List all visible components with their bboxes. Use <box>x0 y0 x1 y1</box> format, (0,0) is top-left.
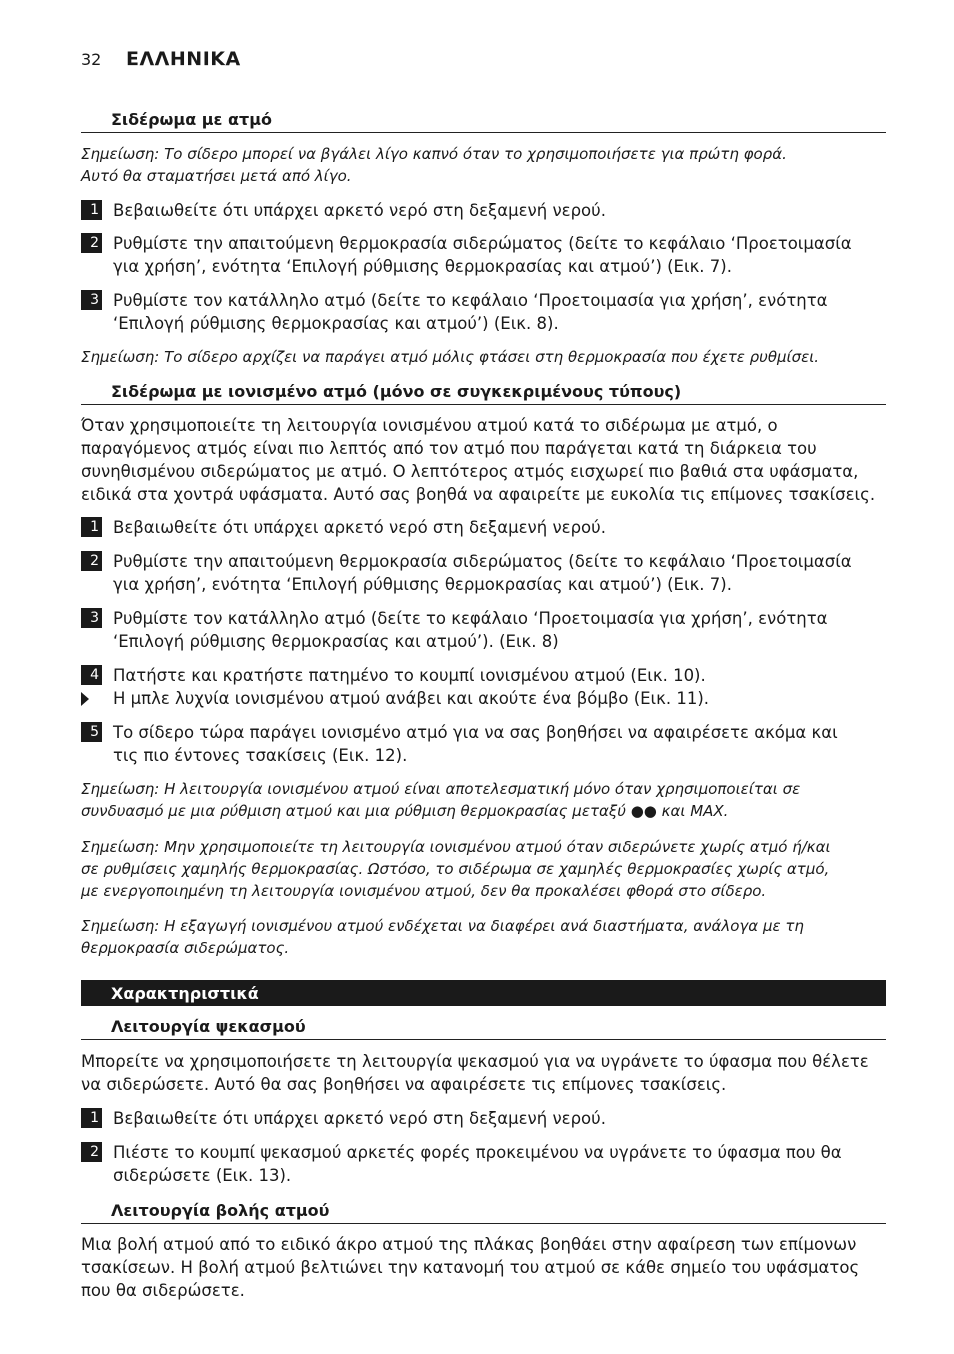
page-header <box>81 48 241 70</box>
spray-step-1: 1 Βεβαιωθείτε ότι υπάρχει αρκετό νερό στη δεξαμενή νερού. <box>81 1107 886 1130</box>
note-ionic-low-temp: Σημείωση: Μην χρησιμοποιείτε τη λειτουργία ιονισμένου ατμού όταν σιδερώνετε χωρίς ατμό ή/και σε ρυθμίσεις χαμηλής θερμοκρασίας. Ωστόσο, το σιδέρωμα σε χαμηλές θερμοκρασίες χωρίς ατμό, με ενεργοποιημένη τη λειτουργία ιονισμένου ατμού, δεν θα προκαλέσει φθορά στο σίδερο. <box>81 838 831 900</box>
section-heading-spray: Λειτουργία ψεκασμού <box>81 1015 886 1040</box>
ionic-step-2: 2 Ρυθμίστε την απαιτούμενη θερμοκρασία σιδερώματος (δείτε το κεφάλαιο ‘Προετοιμασία για χρήση’, ενότητα ‘Επιλογή ρύθμισης θερμοκρασίας και ατμού’) (Εικ. 7). <box>81 550 886 596</box>
features-heading-bar: Χαρακτηριστικά <box>81 980 886 1006</box>
step-3: 3 Ρυθμίστε τον κατάλληλο ατμό (δείτε το κεφάλαιο ‘Προετοιμασία για χρήση’, ενότητα ‘Επιλογή ρύθμισης θερμοκρασίας και ατμού’) (Εικ. 8). <box>81 289 886 335</box>
section-heading-shot-of-steam: Λειτουργία βολής ατμού <box>81 1199 886 1224</box>
ionic-step-5: 5 Το σίδερο τώρα παράγει ιονισμένο ατμό για να σας βοηθήσει να αφαιρέσετε ακόμα και τις πιο έντονες τσακίσεις (Εικ. 12). <box>81 721 886 767</box>
ionic-step-4-result: Η μπλε λυχνία ιονισμένου ατμού ανάβει και ακούτε ένα βόμβο (Εικ. 11). <box>81 687 886 710</box>
note-ionic-output: Σημείωση: Η εξαγωγή ιονισμένου ατμού ενδέχεται να διαφέρει ανά διαστήματα, ανάλογα με τη θερμοκρασία σιδερώματος. <box>81 917 804 957</box>
note-ionic-effective: Σημείωση: Η λειτουργία ιονισμένου ατμού είναι αποτελεσματική μόνο όταν χρησιμοποιείται σε συνδυασμό με μια ρύθμιση ατμού και μια ρύθμιση θερμοκρασίας μεταξύ ●● και MAX. <box>81 780 801 820</box>
ionic-step-4: 4 Πατήστε και κρατήστε πατημένο το κουμπί ιονισμένου ατμού (Εικ. 10). <box>81 664 886 687</box>
step-1: 1 Βεβαιωθείτε ότι υπάρχει αρκετό νερό στη δεξαμενή νερού. <box>81 199 886 222</box>
spray-step-2: 2 Πιέστε το κουμπί ψεκασμού αρκετές φορές προκειμένου να υγράνετε το ύφασμα που θα σιδερώσετε (Εικ. 13). <box>81 1141 886 1187</box>
ionic-intro-paragraph: Όταν χρησιμοποιείτε τη λειτουργία ιονισμένου ατμού κατά το σιδέρωμα με ατμό, ο παραγόμενος ατμός είναι πιο λεπτός από τον ατμό που παράγεται κατά τη διάρκεια του συνηθισμένου σιδερώματος με ατμό. Ο λεπτότερος ατμός εισχωρεί πιο βαθιά στα υφάσματα, ειδικά στα χοντρά υφάσματα. Αυτό σας βοηθά να αφαιρείτε με ευκολία τις επίμονες τσακίσεις. <box>81 416 876 504</box>
spray-intro-paragraph: Μπορείτε να χρησιμοποιήσετε τη λειτουργία ψεκασμού για να υγράνετε το ύφασμα που θέλετε να σιδερώσετε. Αυτό θα σας βοηθήσει να αφαιρέσετε τις επίμονες τσακίσεις. <box>81 1052 869 1094</box>
language-heading: ΕΛΛΗΝΙΚΑ <box>126 48 241 70</box>
section-heading-ionic-steam: Σιδέρωμα με ιονισμένο ατμό (μόνο σε συγκεκριμένους τύπους) <box>81 380 886 405</box>
step-2: 2 Ρυθμίστε την απαιτούμενη θερμοκρασία σιδερώματος (δείτε το κεφάλαιο ‘Προετοιμασία για χρήση’, ενότητα ‘Επιλογή ρύθμισης θερμοκρασίας και ατμού’) (Εικ. 7). <box>81 232 886 278</box>
result-arrow-icon <box>81 692 89 706</box>
ionic-step-1: 1 Βεβαιωθείτε ότι υπάρχει αρκετό νερό στη δεξαμενή νερού. <box>81 516 886 539</box>
page-number: 32 <box>81 50 102 69</box>
ionic-step-3: 3 Ρυθμίστε τον κατάλληλο ατμό (δείτε το κεφάλαιο ‘Προετοιμασία για χρήση’, ενότητα ‘Επιλογή ρύθμισης θερμοκρασίας και ατμού’). (Εικ. 8) <box>81 607 886 653</box>
section-heading-steam-ironing: Σιδέρωμα με ατμό <box>81 108 886 133</box>
note-steam-start: Σημείωση: Το σίδερο αρχίζει να παράγει ατμό μόλις φτάσει στη θερμοκρασία που έχετε ρυθμίσει. <box>81 348 820 366</box>
note-smoke: Σημείωση: Το σίδερο μπορεί να βγάλει λίγο καπνό όταν το χρησιμοποιήσετε για πρώτη φορά. Αυτό θα σταματήσει μετά από λίγο. <box>81 145 787 185</box>
shot-of-steam-paragraph: Μια βολή ατμού από το ειδικό άκρο ατμού της πλάκας βοηθάει στην αφαίρεση των επίμονων τσακίσεων. Η βολή ατμού βελτιώνει την κατανομή του ατμού σε κάθε σημείο του υφάσματος που θα σιδερώσετε. <box>81 1235 860 1300</box>
